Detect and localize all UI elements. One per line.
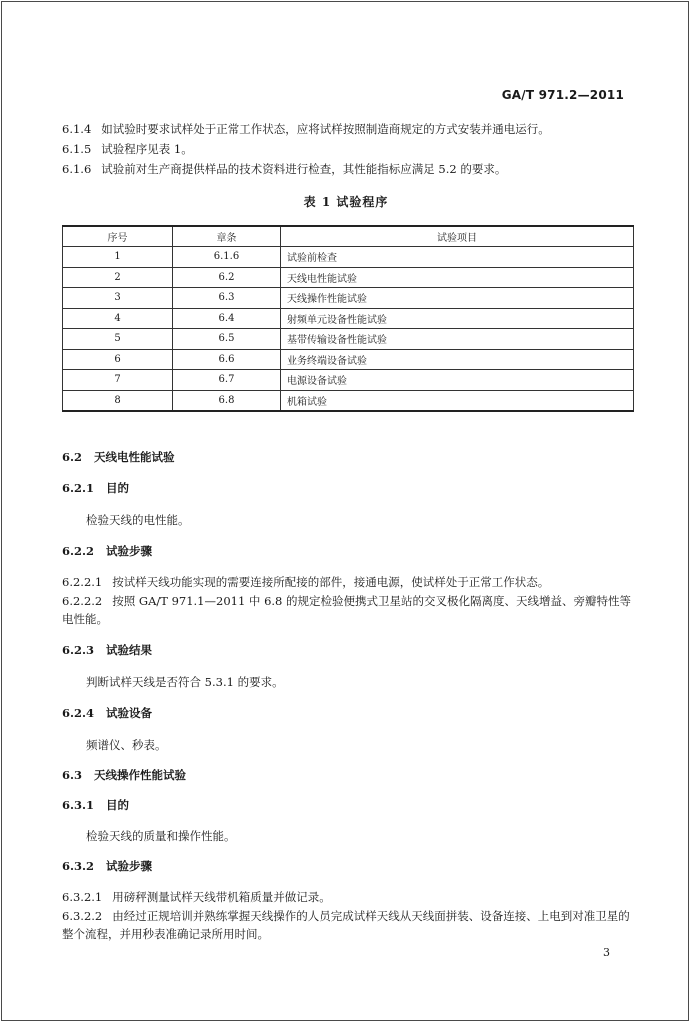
table-cell: 3 — [63, 288, 173, 309]
section-title: 目的 — [106, 798, 130, 812]
column-header: 试验项目 — [281, 226, 634, 247]
clause-number: 6.2.2.2 — [62, 594, 103, 608]
subsection-heading-6-3-1 — [62, 797, 129, 813]
section-number: 6.2.2 — [62, 544, 95, 558]
clause-6-1-4 — [62, 120, 634, 138]
table-cell: 天线操作性能试验 — [281, 288, 634, 309]
clause-number: 6.1.6 — [62, 162, 92, 176]
table-cell: 6.2 — [173, 267, 281, 288]
section-title: 试验步骤 — [106, 544, 153, 558]
body-text: 判断试样天线是否符合 5.3.1 的要求。 — [86, 675, 284, 689]
subsection-heading-6-2-2 — [62, 543, 152, 559]
column-header: 序号 — [63, 226, 173, 247]
table-cell: 电源设备试验 — [281, 370, 634, 391]
subsection-heading-6-3-2 — [62, 858, 152, 874]
section-heading-6-2 — [62, 449, 175, 465]
clause-text: 试验前对生产商提供样品的技术资料进行检查，其性能指标应满足 5.2 的要求。 — [101, 162, 507, 176]
table-header-row — [63, 226, 634, 247]
clause-6-1-6 — [62, 160, 634, 178]
clause-number: 6.2.2.1 — [62, 575, 103, 589]
body-text: 频谱仪、秒表。 — [86, 738, 167, 752]
section-number: 6.2.4 — [62, 706, 95, 720]
table-cell: 6.7 — [173, 370, 281, 391]
clause-number: 6.3.2.1 — [62, 890, 103, 904]
table-cell: 1 — [63, 247, 173, 268]
table-row — [63, 370, 634, 391]
clause-text: 用磅秤测量试样天线带机箱质量并做记录。 — [112, 890, 331, 904]
table-cell: 6.4 — [173, 308, 281, 329]
table-cell: 7 — [63, 370, 173, 391]
table-cell: 业务终端设备试验 — [281, 349, 634, 370]
table-cell: 射频单元设备性能试验 — [281, 308, 634, 329]
subsection-heading-6-2-1 — [62, 480, 129, 496]
section-title: 试验设备 — [106, 706, 153, 720]
section-heading-6-3 — [62, 767, 186, 783]
table-cell: 8 — [63, 390, 173, 411]
table-cell: 6 — [63, 349, 173, 370]
table-cell: 6.8 — [173, 390, 281, 411]
section-number: 6.2 — [62, 450, 83, 464]
section-number: 6.3.2 — [62, 859, 95, 873]
section-title: 目的 — [106, 481, 130, 495]
table-cell: 4 — [63, 308, 173, 329]
table-cell: 6.3 — [173, 288, 281, 309]
section-number: 6.3 — [62, 768, 83, 782]
body-text: 检验天线的质量和操作性能。 — [86, 829, 236, 843]
page-number: 3 — [603, 946, 610, 959]
clause-text: 按试样天线功能实现的需要连接所配接的部件，接通电源，使试样处于正常工作状态。 — [112, 575, 550, 589]
clause-text: 如试验时要求试样处于正常工作状态，应将试样按照制造商规定的方式安装并通电运行。 — [101, 122, 550, 136]
table-cell: 2 — [63, 267, 173, 288]
table-cell: 6.6 — [173, 349, 281, 370]
table-cell: 试验前检查 — [281, 247, 634, 268]
table-cell: 天线电性能试验 — [281, 267, 634, 288]
clause-6-3-2-2 — [62, 907, 634, 943]
clause-6-1-5 — [62, 140, 634, 158]
clause-number: 6.1.5 — [62, 142, 92, 156]
clause-number: 6.1.4 — [62, 122, 92, 136]
table-row — [63, 349, 634, 370]
body-text: 检验天线的电性能。 — [86, 513, 190, 527]
table-title: 表 1 试验程序 — [303, 195, 389, 209]
table-row — [63, 390, 634, 411]
column-header: 章条 — [173, 226, 281, 247]
clause-text: 由经过正规培训并熟练掌握天线操作的人员完成试样天线从天线面拼装、设备连接、上电到对准卫星的整个流程，并用秒表准确记录所用时间。 — [62, 909, 630, 941]
table-cell: 5 — [63, 329, 173, 350]
section-title: 天线电性能试验 — [94, 450, 175, 464]
table-cell: 6.5 — [173, 329, 281, 350]
table-row — [63, 308, 634, 329]
clause-number: 6.3.2.2 — [62, 909, 103, 923]
clause-text: 按照 GA/T 971.1—2011 中 6.8 的规定检验便携式卫星站的交叉极化隔离度、天线增益、旁瓣特性等电性能。 — [62, 594, 632, 626]
section-title: 试验步骤 — [106, 859, 153, 873]
section-number: 6.3.1 — [62, 798, 95, 812]
section-title: 天线操作性能试验 — [94, 768, 187, 782]
subsection-heading-6-2-3 — [62, 642, 152, 658]
subsection-heading-6-2-4 — [62, 705, 152, 721]
table-row — [63, 329, 634, 350]
standard-code: GA/T 971.2—2011 — [501, 88, 624, 102]
procedure-table — [62, 225, 634, 412]
clause-text: 试验程序见表 1。 — [101, 142, 193, 156]
section-title: 试验结果 — [106, 643, 153, 657]
clause-6-3-2-1 — [62, 888, 634, 906]
section-number: 6.2.3 — [62, 643, 95, 657]
table-row — [63, 267, 634, 288]
table-row — [63, 247, 634, 268]
clause-6-2-2-1 — [62, 573, 634, 591]
table-cell: 机箱试验 — [281, 390, 634, 411]
table-row — [63, 288, 634, 309]
table-cell: 6.1.6 — [173, 247, 281, 268]
clause-6-2-2-2 — [62, 592, 634, 628]
table-cell: 基带传输设备性能试验 — [281, 329, 634, 350]
section-number: 6.2.1 — [62, 481, 95, 495]
